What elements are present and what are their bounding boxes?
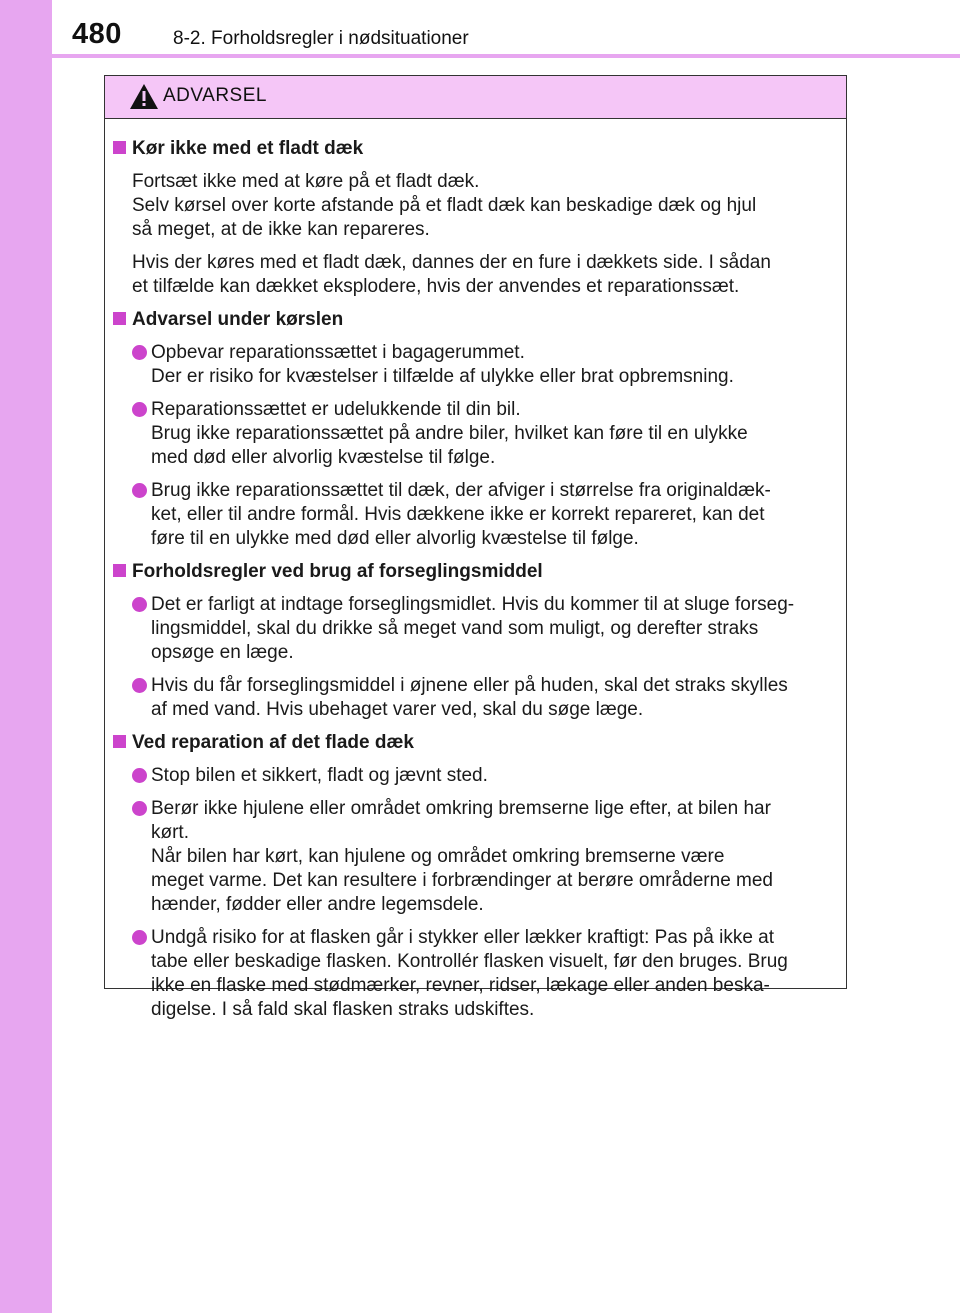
section-heading: [113, 731, 838, 755]
text-line: kørt.: [151, 822, 189, 843]
bullet-item: [132, 674, 838, 722]
bullet-item: [132, 926, 838, 1022]
section-heading-text: Ved reparation af det flade dæk: [132, 732, 414, 753]
square-bullet-icon: [113, 312, 126, 325]
section-heading-text: Kør ikke med et fladt dæk: [132, 138, 364, 159]
bullet-item: [132, 479, 838, 551]
warning-box: [104, 75, 847, 1020]
circle-bullet-icon: [132, 930, 147, 945]
text-line: af med vand. Hvis ubehaget varer ved, skal du søge læge.: [151, 699, 644, 720]
warning-section: [113, 731, 838, 1022]
warning-title: ADVARSEL: [163, 85, 267, 106]
warning-header: [105, 76, 846, 119]
text-line: Opbevar reparationssættet i bagagerummet.: [151, 342, 525, 363]
text-line: Der er risiko for kvæstelser i tilfælde af ulykke eller brat opbremsning.: [151, 366, 734, 387]
circle-bullet-icon: [132, 801, 147, 816]
text-line: føre til en ulykke med død eller alvorlig kvæstelse til følge.: [151, 528, 639, 549]
text-line: et tilfælde kan dækket eksplodere, hvis der anvendes et reparationssæt.: [132, 276, 740, 297]
page-number: 480: [72, 18, 122, 50]
text-line: Hvis du får forseglingsmiddel i øjnene eller på huden, skal det straks skylles: [151, 675, 788, 696]
square-bullet-icon: [113, 141, 126, 154]
circle-bullet-icon: [132, 678, 147, 693]
text-line: Fortsæt ikke med at køre på et fladt dæk.: [132, 171, 480, 192]
section-heading: [113, 560, 838, 584]
text-line: lingsmiddel, skal du drikke så meget vand som muligt, og derefter straks: [151, 618, 759, 639]
text-line: Brug ikke reparationssættet på andre biler, hvilket kan føre til en ulykke: [151, 423, 748, 444]
text-line: med død eller alvorlig kvæstelse til følge.: [151, 447, 496, 468]
text-line: Reparationssættet er udelukkende til din bil.: [151, 399, 521, 420]
section-heading: [113, 308, 838, 332]
circle-bullet-icon: [132, 345, 147, 360]
warning-section: [113, 137, 838, 299]
square-bullet-icon: [113, 735, 126, 748]
text-line: meget varme. Det kan resultere i forbrændinger at berøre områderne med: [151, 870, 773, 891]
circle-bullet-icon: [132, 402, 147, 417]
bullet-item: [132, 341, 838, 389]
warning-section: [113, 560, 838, 722]
text-line: hænder, fødder eller andre legemsdele.: [151, 894, 484, 915]
section-heading-text: Advarsel under kørslen: [132, 309, 344, 330]
section-heading: [113, 137, 838, 161]
text-line: Stop bilen et sikkert, fladt og jævnt sted.: [151, 765, 488, 786]
warning-section: [113, 308, 838, 551]
text-line: ikke en flaske med stødmærker, revner, ridser, lækage eller anden beska-: [151, 975, 770, 996]
text-line: Selv kørsel over korte afstande på et fladt dæk kan beskadige dæk og hjul: [132, 195, 757, 216]
text-line: ket, eller til andre formål. Hvis dækkene ikke er korrekt repareret, kan det: [151, 504, 765, 525]
text-line: Brug ikke reparationssættet til dæk, der afviger i størrelse fra originaldæk-: [151, 480, 771, 501]
bullet-item: [132, 797, 838, 917]
warning-triangle-icon: [129, 83, 159, 110]
warning-body: [105, 119, 846, 1022]
header-divider: [52, 54, 960, 58]
bullet-item: [132, 764, 838, 788]
circle-bullet-icon: [132, 483, 147, 498]
text-line: tabe eller beskadige flasken. Kontrollér flasken visuelt, før den bruges. Brug: [151, 951, 788, 972]
square-bullet-icon: [113, 564, 126, 577]
circle-bullet-icon: [132, 768, 147, 783]
paragraph: [132, 170, 838, 242]
bullet-item: [132, 593, 838, 665]
text-line: Berør ikke hjulene eller området omkring bremserne lige efter, at bilen har: [151, 798, 771, 819]
text-line: så meget, at de ikke kan repareres.: [132, 219, 430, 240]
text-line: opsøge en læge.: [151, 642, 294, 663]
section-title: 8-2. Forholdsregler i nødsituationer: [173, 28, 469, 49]
bullet-item: [132, 398, 838, 470]
circle-bullet-icon: [132, 597, 147, 612]
text-line: Når bilen har kørt, kan hjulene og området omkring bremserne være: [151, 846, 725, 867]
text-line: Hvis der køres med et fladt dæk, dannes der en fure i dækkets side. I sådan: [132, 252, 771, 273]
text-line: Det er farligt at indtage forseglingsmidlet. Hvis du kommer til at sluge forseg-: [151, 594, 795, 615]
sidebar-tab: [0, 0, 52, 1313]
section-heading-text: Forholdsregler ved brug af forseglingsmiddel: [132, 561, 543, 582]
text-line: Undgå risiko for at flasken går i stykker eller lækker kraftigt: Pas på ikke at: [151, 927, 775, 948]
paragraph: [132, 251, 838, 299]
text-line: digelse. I så fald skal flasken straks udskiftes.: [151, 999, 535, 1020]
